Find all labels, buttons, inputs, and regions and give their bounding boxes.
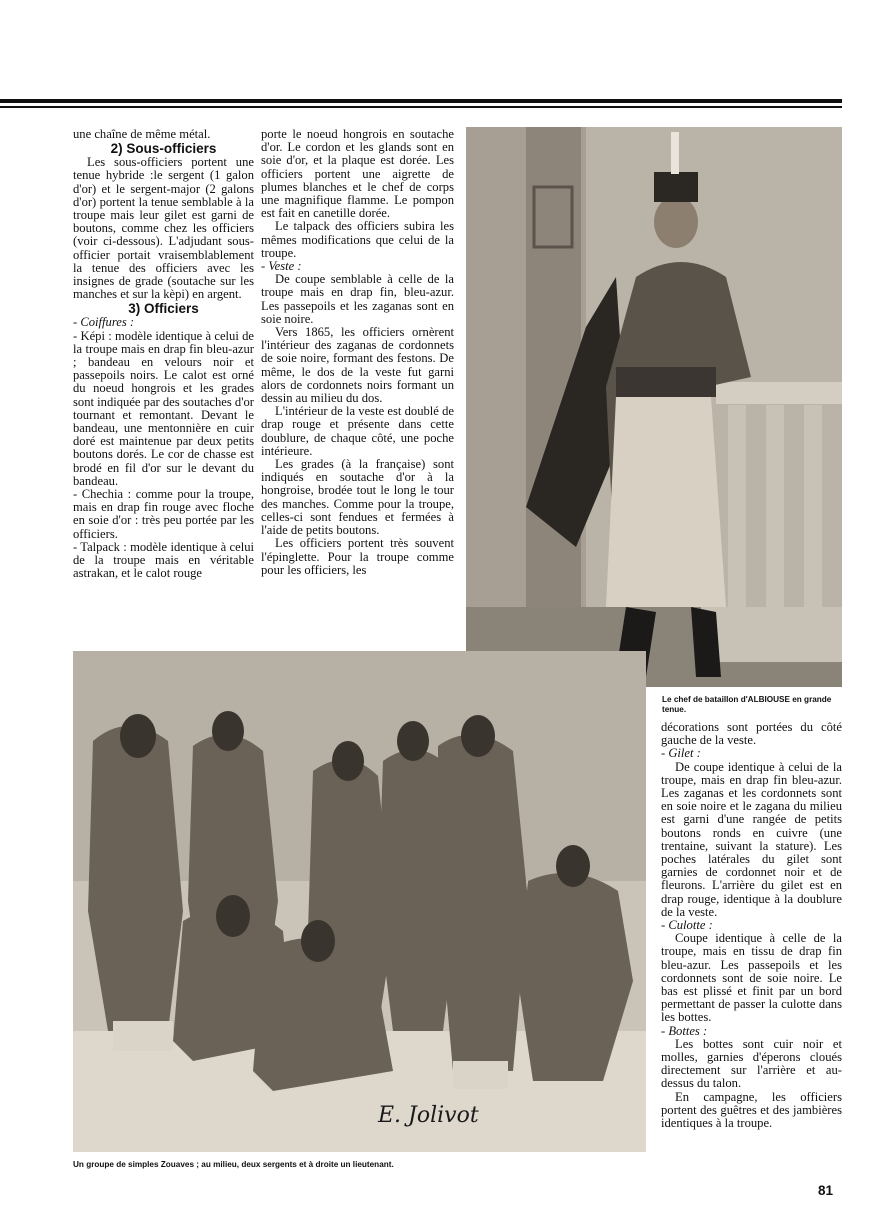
page-number: 81 bbox=[818, 1183, 834, 1198]
subheading-coiffures: - Coiffures : bbox=[73, 315, 135, 330]
text-column-2 bbox=[261, 128, 454, 577]
subheading-culotte: - Culotte : bbox=[661, 918, 713, 933]
subheading-bottes: - Bottes : bbox=[661, 1023, 708, 1038]
photographer-signature: E. Jolivot bbox=[378, 1103, 479, 1128]
photo-chef-de-bataillon bbox=[466, 127, 842, 687]
subheading-veste: - Veste : bbox=[261, 259, 302, 274]
paragraph: - Talpack : modèle identique à celui de la troupe mais en véritable astrakan, et le calot rouge bbox=[73, 539, 254, 581]
paragraph: De coupe identique à celui de la troupe, mais en drap fin bleu-azur. Les zaganas et les cordonnets sont en soie noire et le zagana du milieu est garni d'une rangée de petits boutons ronds en cuivre (une trentaine, suivant la stature). Les poches latérales du gilet sont garnies de cordonnet noir et de fleurons. L'arrière du gilet est en drap rouge, identique à la doublure de la veste. bbox=[661, 759, 842, 919]
section-heading-officiers: 3) Officiers bbox=[128, 301, 199, 317]
paragraph: Les officiers portent très souvent l'épinglette. Pour la troupe comme pour les officiers, les bbox=[261, 536, 454, 577]
paragraph: Le talpack des officiers subira les mêmes modifications que celui de la troupe. bbox=[261, 219, 454, 260]
text-column-3 bbox=[661, 721, 842, 1130]
paragraph: En campagne, les officiers portent des guêtres et des jambières identiques à la troupe. bbox=[661, 1089, 842, 1131]
paragraph: Les grades (à la française) sont indiqués en soutache d'or à la hongroise, brodée tout le long le tour des manches. Comme pour la troupe, celles-ci sont fendues et fermées à l'aide de petits boutons. bbox=[261, 457, 454, 538]
header-rule-thick bbox=[0, 99, 842, 103]
photo-caption: Le chef de bataillon d'ALBIOUSE en grande tenue. bbox=[662, 695, 832, 714]
paragraph: une chaîne de même métal. bbox=[73, 127, 211, 141]
paragraph: Les sous-officiers portent une tenue hybride :le sergent (1 galon d'or) et le sergent-major (2 galons d'or) portent la tenue semblable à la troupe mais leur gilet est garni de boutons, comme chez les officiers (voir ci-dessous). L'adjudant sous-officier portait vraisemblablement la tenue des officiers avec les insignes de grade (soutache sur les manches et sur la kèpi) en argent. bbox=[73, 155, 254, 302]
paragraph: Coupe identique à celle de la troupe, mais en tissu de drap fin bleu-azur. Les passepoils et les cordonnets sont de soie noire. Le bas est plissé et finit par un bord permettant de passer la culotte dans les bottes. bbox=[661, 931, 842, 1025]
header-rule-thin bbox=[0, 106, 842, 108]
paragraph: - Képi : modèle identique à celui de la troupe mais en drap fin bleu-azur ; bandeau en velours noir et passepoils noirs. Le calot est orné du noeud hongrois et les grades sont indiquée par des soutaches d'or tournant et remontant. Devant le bandeau, une mentonnière en cuir doré est maintenue par deux petits boutons dorés. Le cor de chasse est brodé en fil d'or sur le devant du bandeau. bbox=[73, 328, 254, 488]
paragraph: Les bottes sont cuir noir et molles, garnies d'éperons cloués directement sur l'arrière et au-dessus du talon. bbox=[661, 1036, 842, 1091]
section-heading-sous-officiers: 2) Sous-officiers bbox=[110, 141, 217, 157]
paragraph: - Chechia : comme pour la troupe, mais en drap fin rouge avec floche en soie d'or : très peu portée par les officiers. bbox=[73, 487, 254, 541]
paragraph: décorations sont portées du côté gauche de la veste. bbox=[661, 720, 842, 748]
paragraph: De coupe semblable à celle de la troupe mais en drap fin, bleu-azur. Les passepoils et les zaganas sont en soie noire. bbox=[261, 272, 454, 326]
photo-group-of-zouaves bbox=[73, 651, 646, 1152]
paragraph: Vers 1865, les officiers ornèrent l'intérieur des zaganas de cordonnets de soie noire, formant des festons. De même, le dos de la veste fut garni alors de cordonnets noirs formant un dessin au milieu du dos. bbox=[261, 325, 454, 406]
paragraph: porte le noeud hongrois en soutache d'or. Le cordon et les glands sont en soie d'or, et la plaque est dorée. Les officiers portent une aigrette de plumes blanches et le chef de corps une magnifique flamme. Le pompon est fait en canetille dorée. bbox=[261, 127, 454, 221]
photo-caption: Un groupe de simples Zouaves ; au milieu, deux sergents et à droite un lieutenant. bbox=[73, 1160, 394, 1169]
subheading-gilet: - Gilet : bbox=[661, 746, 701, 761]
text-column-1 bbox=[73, 128, 254, 581]
paragraph: L'intérieur de la veste est doublé de drap rouge et présente dans cette doublure, de chaque côté, une poche intérieure. bbox=[261, 404, 454, 458]
